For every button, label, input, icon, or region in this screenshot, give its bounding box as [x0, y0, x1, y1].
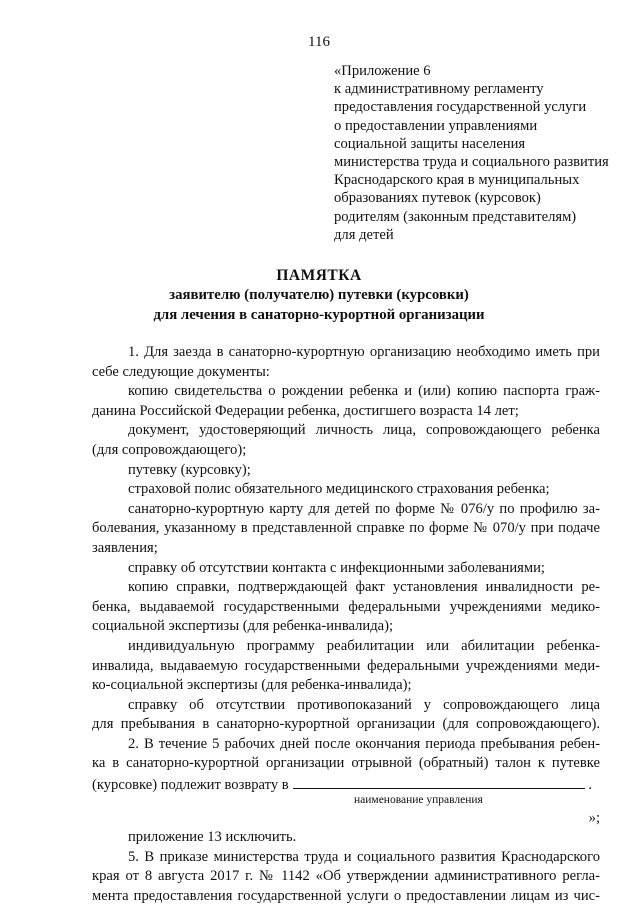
- body-line: 1. Для заезда в санаторно-курортную организацию необходимо иметь при: [128, 344, 600, 360]
- appendix-line: образованиях путевок (курсовок): [334, 190, 541, 207]
- return-line-suffix: .: [588, 777, 592, 794]
- body-line: справку об отсутствии противопоказаний у сопровождающего лица: [128, 696, 600, 713]
- body-line: ко-социальной экспертизы (для ребенка-инвалида);: [92, 677, 412, 694]
- page-number: 116: [308, 34, 330, 50]
- body-line: для пребывания в санаторно-курортной организации (для сопровождающего).: [92, 716, 600, 733]
- body-line: копию справки, подтверждающей факт установления инвалидности ре-: [128, 579, 600, 596]
- closing-quote-mark: »;: [588, 809, 600, 826]
- body-line: заявления;: [92, 539, 158, 556]
- return-line: [92, 774, 600, 794]
- body-line: санаторно-курортную карту для детей по форме № 076/у по профилю за-: [128, 500, 600, 517]
- body-line: инвалида, выдаваемую государственными федеральными учреждениями меди-: [92, 657, 600, 674]
- appendix-line: о предоставлении управлениями: [334, 117, 538, 134]
- appendix-line: к административному регламенту: [334, 81, 544, 98]
- appendix-line: «Приложение 6: [334, 63, 431, 79]
- body-line: документ, удостоверяющий личность лица, сопровождающего ребенка: [128, 422, 600, 439]
- body-line: себе следующие документы:: [92, 363, 270, 380]
- body-line: копию свидетельства о рождении ребенка и (или) копию паспорта граж-: [128, 383, 600, 400]
- memo-title-main: ПАМЯТКА: [276, 267, 362, 284]
- department-name-caption: наименование управления: [354, 793, 483, 806]
- body-line: (для сопровождающего);: [92, 441, 247, 458]
- appendix-line: социальной защиты населения: [334, 135, 526, 152]
- body-line: 5. В приказе министерства труда и социального развития Краснодарского: [128, 848, 600, 865]
- body-line: данина Российской Федерации ребенка, достигшего возраста 14 лет;: [92, 402, 519, 419]
- body-line: болевания, указанному в представленной справке по форме № 070/у при подаче: [92, 520, 600, 537]
- body-line: путевку (курсовку);: [128, 461, 251, 478]
- body-line: края от 8 августа 2017 г. № 1142 «Об утверждении административного регла-: [92, 868, 600, 885]
- memo-title: [0, 266, 638, 325]
- body-line: приложение 13 исключить.: [128, 829, 297, 846]
- memo-body: [92, 343, 600, 907]
- memo-subtitle-line: заявителю (получателю) путевки (курсовки): [169, 287, 469, 303]
- body-line: бенка, выдаваемой государственными федеральными учреждениями медико-: [92, 598, 600, 615]
- body-line: мента предоставления государственной услуги о предоставлении лицам из чис-: [92, 888, 600, 905]
- appendix-line: родителям (законным представителям): [334, 208, 577, 225]
- appendix-line: министерства труда и социального развития: [334, 154, 609, 171]
- body-line: индивидуальную программу реабилитации или абилитации ребенка-: [128, 637, 600, 654]
- body-line: ка в санаторно-курортной организации отрывной (обратный) талон к путевке: [92, 755, 600, 772]
- appendix-header: [334, 62, 629, 244]
- appendix-line: Краснодарского края в муниципальных: [334, 172, 580, 189]
- return-line-prefix: (курсовке) подлежит возврату в: [92, 777, 289, 794]
- body-line: социальной экспертизы (для ребенка-инвалида);: [92, 618, 394, 635]
- body-line: страховой полис обязательного медицинского страхования ребенка;: [128, 481, 550, 498]
- memo-subtitle-line: для лечения в санаторно-курортной организации: [153, 307, 485, 323]
- appendix-line: предоставления государственной услуги: [334, 99, 587, 116]
- department-name-blank: [293, 774, 585, 789]
- body-line: справку об отсутствии контакта с инфекционными заболеваниями;: [128, 559, 545, 576]
- appendix-line: для детей: [334, 226, 394, 243]
- body-line: 2. В течение 5 рабочих дней после окончания периода пребывания ребен-: [128, 735, 600, 752]
